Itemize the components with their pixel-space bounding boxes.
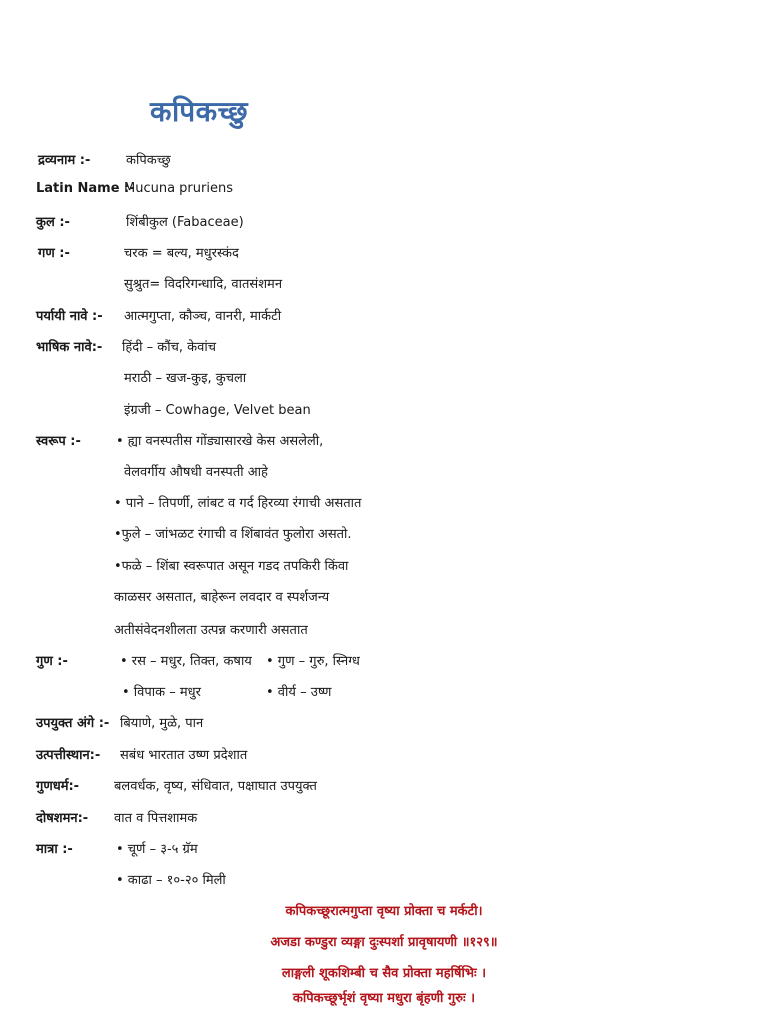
gun-ras: • रस – मधुर, तिक्त, कषाय: [120, 654, 252, 669]
bhashik-value-hindi: हिंदी – कौंच, केवांच: [122, 340, 217, 355]
kul-value: शिंबीकुल (Fabaceae): [126, 215, 244, 230]
swaroop-line-4: •फुले – जांभळट रंगाची व शिंबावंत फुलोरा असतो.: [114, 527, 352, 542]
verse-line-4: कपिकच्छूर्भृशं वृष्या मधुरा बृंहणी गुरुः ।: [292, 991, 476, 1006]
dravyanam-label: द्रव्यनाम :-: [38, 153, 91, 168]
verse-line-4-clip: [0, 990, 768, 1024]
latin-name-value: Mucuna pruriens: [124, 181, 233, 196]
swaroop-line-6: काळसर असतात, बाहेरून लवदार व स्पर्शजन्य: [114, 590, 330, 605]
dravyanam-value: कपिकच्छु: [126, 153, 171, 168]
verse-line-2: अजडा कण्डुरा व्यङ्गा दुःस्पर्शा प्रावृषायणी ॥१२९॥: [270, 935, 498, 950]
page-title: कपिकच्छु: [150, 95, 249, 128]
upayukta-label: उपयुक्त अंगे :-: [36, 716, 110, 731]
matra-label: मात्रा :-: [36, 842, 73, 857]
doshshaman-value: वात व पित्तशामक: [114, 811, 198, 826]
paryayi-value: आत्मगुप्ता, कौञ्च, वानरी, मार्कटी: [124, 309, 282, 324]
bhashik-value-english: इंग्रजी – Cowhage, Velvet bean: [124, 403, 311, 418]
gundharma-value: बलवर्धक, वृष्य, संधिवात, पक्षाघात उपयुक्त: [114, 779, 317, 794]
verse-line-3: लाङ्गली शूकशिम्बी च सैव प्रोक्ता महर्षिभिः ।: [281, 966, 487, 981]
verse-line-1: कपिकच्छूरात्मगुप्ता वृष्या प्रोक्ता च मर्कटी।: [285, 904, 483, 919]
matra-churna: • चूर्ण – ३-५ ग्रॅम: [116, 842, 198, 857]
gun-vipak: • विपाक – मधुर: [122, 685, 201, 700]
upayukta-value: बियाणे, मुळे, पान: [120, 716, 204, 731]
swaroop-line-5: •फळे – शिंबा स्वरूपात असून गडद तपकिरी किंवा: [114, 559, 349, 574]
swaroop-line-3: • पाने – तिपर्णी, लांबट व गर्द हिरव्या रंगाची असतात: [114, 496, 362, 511]
latin-name-label: Latin Name :-: [36, 181, 135, 196]
bhashik-value-marathi: मराठी – खज-कुइ, कुचला: [124, 371, 247, 386]
swaroop-label: स्वरूप :-: [36, 434, 81, 449]
gan-value-charak: चरक = बल्य, मधुरस्कंद: [124, 246, 239, 261]
matra-kadha: • काढा – १०-२० मिली: [116, 873, 226, 888]
utpatti-value: सबंध भारतात उष्ण प्रदेशात: [120, 748, 248, 763]
gundharma-label: गुणधर्म:-: [36, 779, 80, 794]
paryayi-label: पर्यायी नावे :-: [36, 309, 103, 324]
gun-virya: • वीर्य – उष्ण: [266, 685, 332, 700]
swaroop-line-7: अतीसंवेदनशीलता उत्पन्न करणारी असतात: [114, 623, 308, 638]
utpatti-label: उत्पत्तीस्थान:-: [36, 748, 101, 763]
bhashik-label: भाषिक नावे:-: [36, 340, 103, 355]
gun-label: गुण :-: [36, 654, 68, 669]
swaroop-line-1: • ह्या वनस्पतीस गोंड्यासारखे केस असलेली,: [116, 434, 324, 449]
kul-label: कुल :-: [36, 215, 70, 230]
swaroop-line-2: वेलवर्गीय औषधी वनस्पती आहे: [124, 465, 268, 480]
gan-label: गण :-: [38, 246, 70, 261]
doshshaman-label: दोषशमन:-: [36, 811, 89, 826]
gun-gun: • गुण – गुरु, स्निग्ध: [266, 654, 360, 669]
gan-value-sushrut: सुश्रुत= विदरिगन्धादि, वातसंशमन: [124, 277, 283, 292]
